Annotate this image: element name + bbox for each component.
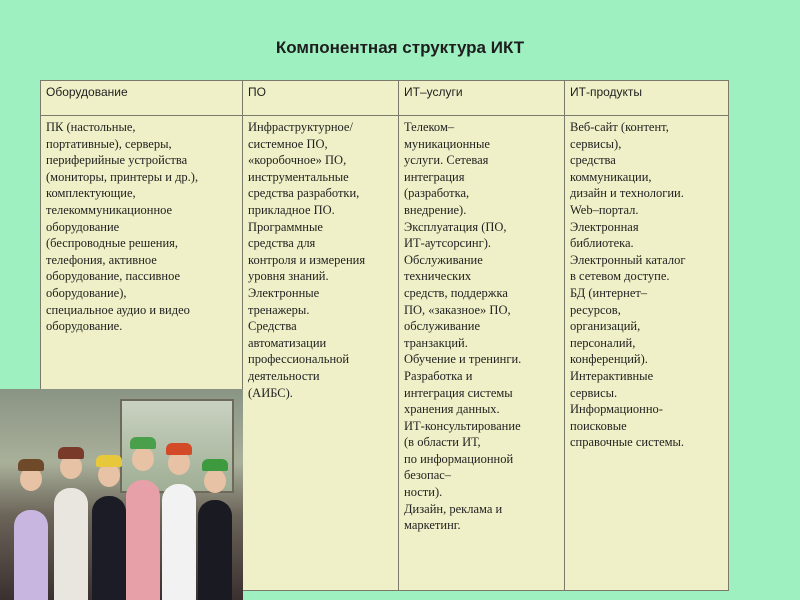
cell-text-line: Электронная [570, 219, 639, 234]
cell-text-line: оборудование, пассивное [46, 269, 181, 284]
cell-text-line: специальное аудио и видео [46, 302, 190, 317]
photo-child [14, 510, 48, 600]
cell-text-line: справочные системы. [570, 435, 685, 450]
cell-it-products [565, 116, 729, 591]
photo-child [54, 488, 88, 600]
cell-text-line: Средства [248, 319, 297, 334]
cell-text-line: (разработка, [404, 186, 470, 201]
cell-text-line: портативные), серверы, [46, 136, 172, 151]
cell-text-line: ПО, «заказное» ПО, [404, 302, 511, 317]
cell-text-line: системное ПО, [248, 136, 328, 151]
cell-text-line: ИТ-аутсорсинг). [404, 236, 491, 251]
cell-text-line: хранения данных. [404, 402, 500, 417]
header-it-services: ИТ–услуги [399, 81, 565, 116]
photo-hat [18, 459, 44, 471]
cell-text-line: организаций, [570, 319, 641, 334]
photo-child [92, 496, 126, 600]
cell-text-line: инструментальные [248, 169, 349, 184]
cell-text-line: Информационно- [570, 402, 663, 417]
cell-text-line: внедрение). [404, 202, 467, 217]
cell-text-line: персоналий, [570, 335, 636, 350]
cell-text-line: коммуникации, [570, 169, 652, 184]
photo-hat [166, 443, 192, 455]
cell-text-line: ПК (настольные, [46, 120, 136, 134]
cell-text-line: поисковые [570, 418, 627, 433]
cell-text-line: маркетинг. [404, 518, 461, 533]
cell-text-line: комплектующие, [46, 186, 136, 201]
slide-title: Компонентная структура ИКТ [275, 38, 525, 57]
cell-text-line: средств, поддержка [404, 285, 508, 300]
photo-hat [202, 459, 228, 471]
photo-hat [130, 437, 156, 449]
cell-text-line: конференций). [570, 352, 648, 367]
cell-text-line: сервисы), [570, 136, 622, 151]
cell-text-line: Программные [248, 219, 323, 234]
cell-it-services [399, 116, 565, 591]
photo-child [126, 480, 160, 600]
cell-text-line: Электронный каталог [570, 252, 686, 267]
photo-hat [96, 455, 122, 467]
cell-text-line: Эксплуатация (ПО, [404, 219, 507, 234]
cell-text-line: средства [570, 153, 616, 168]
cell-text-line: (в области ИТ, [404, 435, 481, 450]
cell-text-line: ресурсов, [570, 302, 621, 317]
cell-text-line: Обслуживание [404, 252, 483, 267]
cell-text-line: в сетевом доступе. [570, 269, 670, 284]
photo-child-head [132, 447, 154, 471]
cell-text-line: телекоммуникационное [46, 202, 173, 217]
photo-hat [58, 447, 84, 459]
cell-text-line: Web–портал. [570, 202, 639, 217]
cell-text-line: БД (интернет– [570, 285, 648, 300]
cell-text-line: технических [404, 269, 472, 284]
cell-text-line: (беспроводные решения, [46, 236, 179, 251]
cell-text-line: средства для [248, 236, 316, 251]
cell-text-line: Дизайн, реклама и [404, 501, 503, 516]
cell-text-line: обслуживание [404, 319, 481, 334]
cell-software [243, 116, 399, 591]
cell-text-line: оборудование), [46, 285, 127, 300]
cell-text-line: безопас– [404, 468, 452, 483]
photo-child-head [204, 469, 226, 493]
cell-text-line: профессиональной [248, 352, 350, 367]
cell-text-line: Интерактивные [570, 368, 654, 383]
cell-text-line: дизайн и технологии. [570, 186, 684, 201]
cell-text-line: (мониторы, принтеры и др.), [46, 169, 199, 184]
cell-text-line: интеграция [404, 169, 465, 184]
cell-text-line: Инфраструктурное/ [248, 120, 353, 134]
cell-text-line: прикладное ПО. [248, 202, 335, 217]
cell-text-line: автоматизации [248, 335, 327, 350]
photo-child [162, 484, 196, 600]
cell-text-line: Обучение и тренинги. [404, 352, 522, 367]
cell-text-line: периферийные устройства [46, 153, 188, 168]
cell-text-line: тренажеры. [248, 302, 310, 317]
cell-text-line: (АИБС). [248, 385, 293, 400]
cell-text-line: телефония, активное [46, 252, 157, 267]
children-photo [0, 389, 243, 600]
cell-text-line: интеграция системы [404, 385, 513, 400]
cell-text-line: услуги. Сетевая [404, 153, 489, 168]
cell-text-line: контроля и измерения [248, 252, 366, 267]
header-it-products: ИТ-продукты [565, 81, 729, 116]
cell-text-line: средства разработки, [248, 186, 360, 201]
cell-text-line: деятельности [248, 368, 320, 383]
cell-text-line: ИТ-консультирование [404, 418, 521, 433]
cell-text-line: сервисы. [570, 385, 618, 400]
cell-text-line: Разработка и [404, 368, 473, 383]
cell-text-line: муникационные [404, 136, 490, 151]
header-software: ПО [243, 81, 399, 116]
cell-text-line: ности). [404, 485, 443, 500]
table-header-row [41, 81, 729, 116]
cell-text-line: уровня знаний. [248, 269, 329, 284]
cell-text-line: библиотека. [570, 236, 634, 251]
cell-text-line: оборудование. [46, 319, 123, 334]
photo-child [198, 500, 232, 600]
cell-text-line: Электронные [248, 285, 320, 300]
cell-text-line: транзакций. [404, 335, 468, 350]
cell-text-line: по информационной [404, 451, 514, 466]
header-equipment: Оборудование [41, 81, 243, 116]
cell-text-line: Веб-сайт (контент, [570, 120, 669, 134]
cell-text-line: оборудование [46, 219, 120, 234]
cell-text-line: Телеком– [404, 120, 455, 134]
cell-text-line: «коробочное» ПО, [248, 153, 347, 168]
